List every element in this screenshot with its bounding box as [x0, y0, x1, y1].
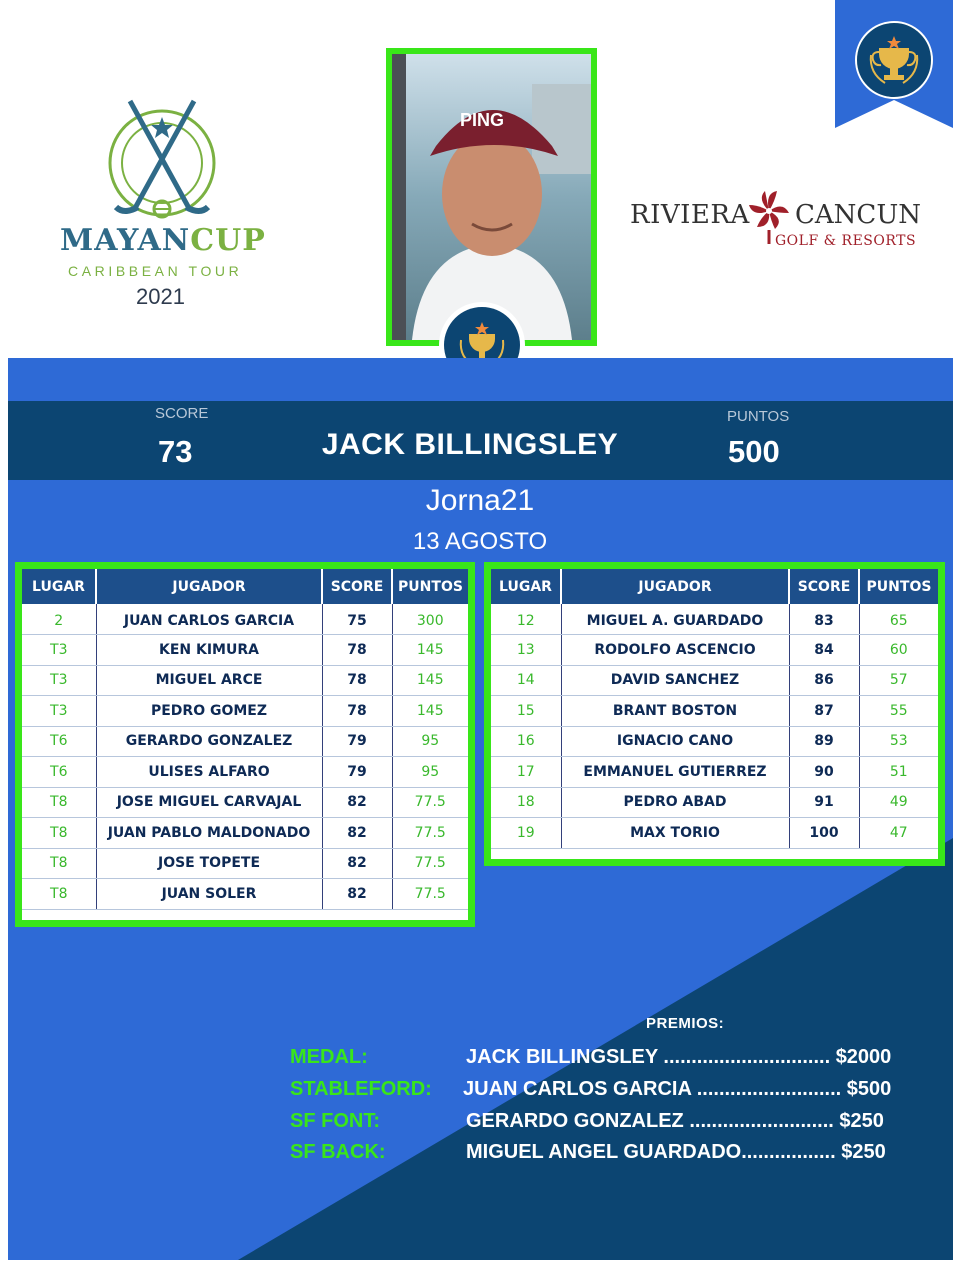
points-cell: 145 [392, 696, 468, 727]
points-cell: 300 [392, 604, 468, 635]
place-cell: T3 [22, 696, 96, 727]
place-cell: T8 [22, 818, 96, 849]
player-cell: EMMANUEL GUTIERREZ [561, 757, 789, 788]
score-cell: 100 [789, 818, 859, 849]
player-cell: RODOLFO ASCENCIO [561, 635, 789, 666]
score-cell: 75 [322, 604, 392, 635]
player-cell: JOSE TOPETE [96, 848, 322, 879]
prize-text-medal: JACK BILLINGSLEY .............................. $2000 [466, 1046, 892, 1068]
player-cell: MIGUEL ARCE [96, 665, 322, 696]
player-cell: JUAN SOLER [96, 879, 322, 910]
player-cell: MAX TORIO [561, 818, 789, 849]
score-value: 73 [158, 434, 193, 469]
points-cell: 77.5 [392, 787, 468, 818]
prize-text-stableford: JUAN CARLOS GARCIA .......................... $500 [463, 1078, 892, 1100]
player-cell: ULISES ALFARO [96, 757, 322, 788]
player-cell: PEDRO ABAD [561, 787, 789, 818]
trophy-ribbon-icon [835, 0, 953, 128]
svg-text:PING: PING [460, 110, 505, 130]
place-cell: T8 [22, 848, 96, 879]
header-puntos: PUNTOS [859, 569, 938, 604]
score-cell: 82 [322, 848, 392, 879]
event-date: 13 AGOSTO [412, 528, 548, 555]
score-cell: 91 [789, 787, 859, 818]
points-cell: 47 [859, 818, 938, 849]
score-cell: 79 [322, 757, 392, 788]
place-cell: T3 [22, 665, 96, 696]
player-cell: GERARDO GONZALEZ [96, 726, 322, 757]
header-lugar: LUGAR [491, 569, 561, 604]
score-cell: 86 [789, 665, 859, 696]
points-value: 500 [728, 434, 780, 469]
place-cell: 13 [491, 635, 561, 666]
mayan-cup-wordmark [60, 223, 330, 258]
table-row [22, 757, 468, 788]
prize-label-stableford: STABLEFORD: [290, 1078, 432, 1100]
table-row [491, 665, 938, 696]
header-lugar: LUGAR [22, 569, 96, 604]
place-cell: T8 [22, 879, 96, 910]
points-cell: 49 [859, 787, 938, 818]
mayan-year-label: 2021 [136, 284, 185, 309]
score-cell: 90 [789, 757, 859, 788]
table-row [22, 665, 468, 696]
table-row [22, 848, 468, 879]
points-cell: 57 [859, 665, 938, 696]
table-row [491, 757, 938, 788]
points-cell: 77.5 [392, 879, 468, 910]
event-name: Jorna21 [425, 484, 535, 517]
score-label: SCORE [155, 405, 209, 422]
header-jugador: JUGADOR [561, 569, 789, 604]
table-row [22, 879, 468, 910]
table-row [491, 818, 938, 849]
score-cell: 82 [322, 818, 392, 849]
table-row [22, 635, 468, 666]
player-cell: JOSE MIGUEL CARVAJAL [96, 787, 322, 818]
player-cell: PEDRO GOMEZ [96, 696, 322, 727]
place-cell: T8 [22, 787, 96, 818]
table-row [22, 604, 468, 635]
mayan-word: MAYAN [60, 223, 191, 258]
table-row [491, 787, 938, 818]
place-cell: 18 [491, 787, 561, 818]
golf-resorts-label: GOLF & RESORTS [775, 233, 917, 249]
cancun-word: CANCUN [795, 200, 921, 230]
score-cell: 83 [789, 604, 859, 635]
points-cell: 65 [859, 604, 938, 635]
table-row [22, 787, 468, 818]
points-cell: 95 [392, 757, 468, 788]
place-cell: 14 [491, 665, 561, 696]
score-cell: 78 [322, 696, 392, 727]
player-cell: JUAN CARLOS GARCIA [96, 604, 322, 635]
points-cell: 145 [392, 665, 468, 696]
player-cell: JUAN PABLO MALDONADO [96, 818, 322, 849]
place-cell: T6 [22, 726, 96, 757]
score-cell: 84 [789, 635, 859, 666]
table-row [22, 696, 468, 727]
table-row [491, 696, 938, 727]
score-cell: 78 [322, 665, 392, 696]
player-cell: BRANT BOSTON [561, 696, 789, 727]
score-cell: 89 [789, 726, 859, 757]
header-score: SCORE [322, 569, 392, 604]
score-cell: 78 [322, 635, 392, 666]
table-row [22, 726, 468, 757]
place-cell: 17 [491, 757, 561, 788]
place-cell: 12 [491, 604, 561, 635]
player-cell: DAVID SANCHEZ [561, 665, 789, 696]
header-puntos: PUNTOS [392, 569, 468, 604]
points-cell: 145 [392, 635, 468, 666]
table-row [491, 635, 938, 666]
place-cell: T6 [22, 757, 96, 788]
standings-table-right [484, 562, 945, 866]
player-cell: MIGUEL A. GUARDADO [561, 604, 789, 635]
points-cell: 55 [859, 696, 938, 727]
featured-player-name: JACK BILLINGSLEY [321, 428, 619, 461]
points-cell: 53 [859, 726, 938, 757]
place-cell: 16 [491, 726, 561, 757]
points-cell: 77.5 [392, 818, 468, 849]
points-cell: 60 [859, 635, 938, 666]
table-row [491, 726, 938, 757]
points-label: PUNTOS [727, 408, 790, 425]
score-cell: 82 [322, 879, 392, 910]
player-cell: IGNACIO CANO [561, 726, 789, 757]
prize-label-sf-font: SF FONT: [290, 1110, 380, 1132]
points-cell: 95 [392, 726, 468, 757]
player-cell: KEN KIMURA [96, 635, 322, 666]
table-row [22, 818, 468, 849]
standings-table-left [15, 562, 475, 927]
place-cell: 15 [491, 696, 561, 727]
table-row [491, 604, 938, 635]
place-cell: 19 [491, 818, 561, 849]
header-jugador: JUGADOR [96, 569, 322, 604]
prize-text-sf-back: MIGUEL ANGEL GUARDADO................. $250 [466, 1141, 886, 1163]
riviera-word: RIVIERA [630, 200, 750, 230]
caribbean-tour-label: CARIBBEAN TOUR [68, 263, 243, 279]
prize-label-medal: MEDAL: [290, 1046, 368, 1068]
score-cell: 82 [322, 787, 392, 818]
place-cell: T3 [22, 635, 96, 666]
score-cell: 79 [322, 726, 392, 757]
points-cell: 77.5 [392, 848, 468, 879]
place-cell: 2 [22, 604, 96, 635]
points-cell: 51 [859, 757, 938, 788]
cup-word: CUP [190, 223, 266, 258]
score-cell: 87 [789, 696, 859, 727]
prize-label-sf-back: SF BACK: [290, 1141, 386, 1163]
prize-text-sf-font: GERARDO GONZALEZ .......................... $250 [466, 1110, 884, 1132]
header-score: SCORE [789, 569, 859, 604]
prizes-title: PREMIOS: [646, 1015, 725, 1032]
